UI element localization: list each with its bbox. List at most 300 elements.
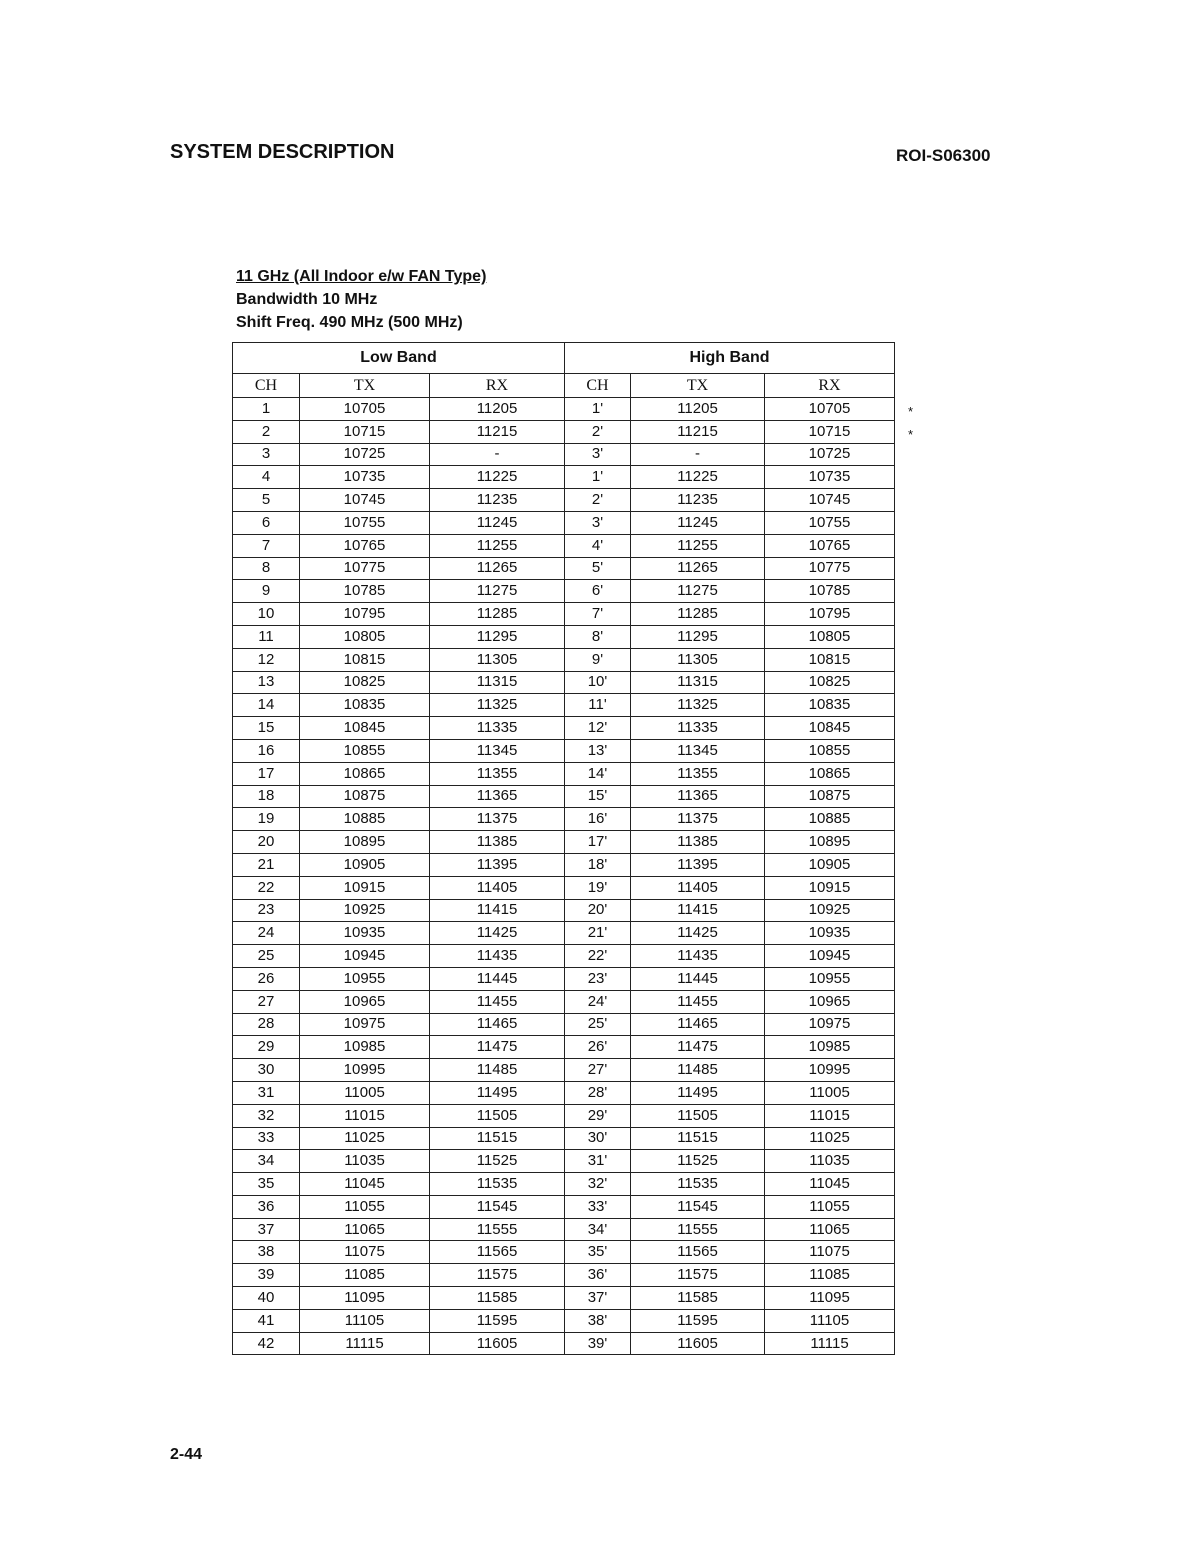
table-cell: 30 [233,1059,300,1082]
table-row [233,945,895,968]
table-cell: 11405 [631,876,765,899]
table-cell: 10985 [300,1036,430,1059]
table-cell: 24' [565,990,631,1013]
table-cell: 20' [565,899,631,922]
table-cell: 12 [233,648,300,671]
table-cell: 2' [565,489,631,512]
table-cell: 11435 [430,945,565,968]
table-cell: 11525 [430,1150,565,1173]
table-cell: 27 [233,990,300,1013]
table-cell: 11235 [631,489,765,512]
table-title: 11 GHz (All Indoor e/w FAN Type) [236,268,487,285]
table-row [233,420,895,443]
table-cell: 23 [233,899,300,922]
table-cell: 20 [233,831,300,854]
table-row [233,762,895,785]
table-cell: 10775 [300,557,430,580]
table-row [233,557,895,580]
table-cell: 4' [565,534,631,557]
shift-frequency-label: Shift Freq. 490 MHz (500 MHz) [236,314,463,331]
table-cell: 11245 [631,511,765,534]
table-cell: 10895 [765,831,895,854]
table-cell: 11365 [430,785,565,808]
table-cell: 11045 [765,1173,895,1196]
table-cell: 1 [233,398,300,421]
table-cell: 10705 [300,398,430,421]
table-cell: 10715 [300,420,430,443]
table-cell: 11055 [300,1195,430,1218]
table-cell: 8' [565,625,631,648]
table-cell: 33 [233,1127,300,1150]
table-row [233,1287,895,1310]
table-cell: 11465 [430,1013,565,1036]
table-row [233,1264,895,1287]
table-row [233,1081,895,1104]
table-cell: 40 [233,1287,300,1310]
table-cell: 10865 [765,762,895,785]
table-cell: 11605 [430,1332,565,1355]
table-cell: 11545 [430,1195,565,1218]
table-cell: 14 [233,694,300,717]
low-band-header: Low Band [233,343,565,374]
table-cell: 10955 [300,967,430,990]
table-cell: 38 [233,1241,300,1264]
table-cell: 11095 [765,1287,895,1310]
table-cell: 10995 [300,1059,430,1082]
table-cell: 11445 [430,967,565,990]
table-cell: 21 [233,853,300,876]
table-cell: 8 [233,557,300,580]
table-cell: 37 [233,1218,300,1241]
table-cell: 11085 [300,1264,430,1287]
table-cell: 11335 [430,717,565,740]
table-cell: 11515 [631,1127,765,1150]
table-cell: 10725 [300,443,430,466]
table-cell: 10715 [765,420,895,443]
table-row [233,443,895,466]
table-cell: 11085 [765,1264,895,1287]
table-cell: 31' [565,1150,631,1173]
table-body [233,398,895,1355]
column-header: RX [430,374,565,398]
table-cell: 11065 [300,1218,430,1241]
table-row [233,739,895,762]
table-row [233,785,895,808]
table-cell: 11055 [765,1195,895,1218]
table-cell: 1' [565,466,631,489]
table-row [233,853,895,876]
table-cell: 10775 [765,557,895,580]
table-cell: 41 [233,1309,300,1332]
table-cell: 1' [565,398,631,421]
table-cell: 11015 [300,1104,430,1127]
table-row [233,625,895,648]
table-cell: 11565 [631,1241,765,1264]
table-cell: 11345 [430,739,565,762]
table-cell: 10765 [765,534,895,557]
column-header: CH [565,374,631,398]
table-cell: 35 [233,1173,300,1196]
table-row [233,1332,895,1355]
table-cell: 37' [565,1287,631,1310]
table-cell: 10915 [300,876,430,899]
table-cell: 11325 [631,694,765,717]
table-cell: 11 [233,625,300,648]
table-cell: 10805 [765,625,895,648]
table-cell: 9 [233,580,300,603]
table-cell: 34 [233,1150,300,1173]
table-cell: 28' [565,1081,631,1104]
table-cell: 36 [233,1195,300,1218]
table-cell: 11565 [430,1241,565,1264]
column-header: CH [233,374,300,398]
table-cell: 9' [565,648,631,671]
table-cell: 42 [233,1332,300,1355]
table-cell: 10885 [765,808,895,831]
table-cell: 13 [233,671,300,694]
table-cell: 11045 [300,1173,430,1196]
table-cell: 4 [233,466,300,489]
table-cell: 11025 [765,1127,895,1150]
table-cell: 21' [565,922,631,945]
table-row [233,398,895,421]
table-cell: 11305 [430,648,565,671]
table-row [233,1309,895,1332]
table-cell: 11105 [300,1309,430,1332]
table-cell: 10945 [765,945,895,968]
table-cell: 11595 [631,1309,765,1332]
table-cell: 10995 [765,1059,895,1082]
table-row [233,511,895,534]
table-cell: 6' [565,580,631,603]
table-row [233,671,895,694]
table-cell: 10895 [300,831,430,854]
table-cell: 10815 [300,648,430,671]
table-cell: 11335 [631,717,765,740]
table-cell: 10825 [300,671,430,694]
table-cell: 10905 [300,853,430,876]
table-cell: 10795 [765,603,895,626]
table-cell: 15' [565,785,631,808]
table-cell: 36' [565,1264,631,1287]
table-cell: 11415 [430,899,565,922]
table-cell: 10755 [300,511,430,534]
table-cell: 11005 [765,1081,895,1104]
table-cell: 11485 [430,1059,565,1082]
table-cell: 11205 [430,398,565,421]
table-cell: 10875 [765,785,895,808]
table-cell: 26' [565,1036,631,1059]
table-cell: 11255 [430,534,565,557]
table-cell: 11285 [631,603,765,626]
table-cell: 11005 [300,1081,430,1104]
table-cell: 39 [233,1264,300,1287]
table-cell: 5' [565,557,631,580]
table-cell: 7 [233,534,300,557]
table-cell: 32' [565,1173,631,1196]
table-cell: 10975 [765,1013,895,1036]
table-cell: 11585 [631,1287,765,1310]
table-cell: 10725 [765,443,895,466]
table-cell: 10815 [765,648,895,671]
table-cell: 11305 [631,648,765,671]
table-cell: 11495 [631,1081,765,1104]
table-cell: 11355 [430,762,565,785]
table-cell: 11' [565,694,631,717]
table-cell: 10765 [300,534,430,557]
table-cell: 11455 [430,990,565,1013]
table-cell: 32 [233,1104,300,1127]
table-cell: 12' [565,717,631,740]
table-cell: 16 [233,739,300,762]
table-cell: 10835 [765,694,895,717]
table-cell: 10855 [300,739,430,762]
side-marks [908,401,913,446]
table-cell: 10875 [300,785,430,808]
table-cell: 23' [565,967,631,990]
table-cell: 10925 [300,899,430,922]
asterisk-mark: * [908,404,914,419]
table-cell: 3' [565,511,631,534]
table-cell: 11295 [631,625,765,648]
table-row [233,1013,895,1036]
table-cell: 10785 [765,580,895,603]
table-cell: 11285 [430,603,565,626]
table-cell: 11245 [430,511,565,534]
table-cell: 5 [233,489,300,512]
table-cell: 10735 [300,466,430,489]
column-header: TX [300,374,430,398]
table-row [233,1241,895,1264]
table-row [233,648,895,671]
table-cell: 11225 [631,466,765,489]
table-cell: 11275 [631,580,765,603]
table-cell: 11365 [631,785,765,808]
table-cell: 10 [233,603,300,626]
table-cell: 22' [565,945,631,968]
table-cell: 11535 [631,1173,765,1196]
table-cell: 11445 [631,967,765,990]
table-cell: 11025 [300,1127,430,1150]
table-cell: 7' [565,603,631,626]
table-cell: 10795 [300,603,430,626]
table-row [233,922,895,945]
table-cell: 11405 [430,876,565,899]
table-cell: 11265 [430,557,565,580]
table-row [233,489,895,512]
table-cell: 34' [565,1218,631,1241]
table-row [233,808,895,831]
table-cell: 10855 [765,739,895,762]
table-cell: 11555 [430,1218,565,1241]
table-cell: 11605 [631,1332,765,1355]
table-cell: 11375 [631,808,765,831]
table-cell: - [430,443,565,466]
table-cell: 11115 [765,1332,895,1355]
table-cell: 11575 [631,1264,765,1287]
table-cell: 11505 [430,1104,565,1127]
table-cell: 17 [233,762,300,785]
table-row [233,1195,895,1218]
table-cell: 10965 [765,990,895,1013]
table-cell: 10825 [765,671,895,694]
table-cell: 11315 [631,671,765,694]
table-cell: 10705 [765,398,895,421]
table-cell: 11425 [430,922,565,945]
table-cell: 11515 [430,1127,565,1150]
table-cell: 30' [565,1127,631,1150]
table-cell: 11275 [430,580,565,603]
table-cell: 19' [565,876,631,899]
table-cell: 29' [565,1104,631,1127]
table-cell: 11035 [765,1150,895,1173]
page-number: 2-44 [170,1446,203,1463]
table-cell: 11425 [631,922,765,945]
column-header-row [233,374,895,398]
table-cell: 15 [233,717,300,740]
table-cell: 11415 [631,899,765,922]
table-row [233,876,895,899]
table-cell: 11115 [300,1332,430,1355]
document-id: ROI-S06300 [896,146,991,165]
table-cell: 28 [233,1013,300,1036]
table-row [233,466,895,489]
table-row [233,899,895,922]
table-cell: 38' [565,1309,631,1332]
table-cell: 11065 [765,1218,895,1241]
table-cell: 11545 [631,1195,765,1218]
table-cell: 13' [565,739,631,762]
table-cell: 11075 [765,1241,895,1264]
table-cell: 11235 [430,489,565,512]
table-cell: 11035 [300,1150,430,1173]
table-cell: 16' [565,808,631,831]
table-cell: 10945 [300,945,430,968]
table-cell: 11225 [430,466,565,489]
table-cell: 11015 [765,1104,895,1127]
table-cell: 33' [565,1195,631,1218]
table-cell: 11575 [430,1264,565,1287]
table-cell: 11555 [631,1218,765,1241]
table-cell: 11395 [430,853,565,876]
table-cell: 19 [233,808,300,831]
table-cell: 11435 [631,945,765,968]
table-cell: 11355 [631,762,765,785]
table-cell: 27' [565,1059,631,1082]
table-cell: 11095 [300,1287,430,1310]
table-row [233,831,895,854]
table-cell: 10865 [300,762,430,785]
table-cell: 18' [565,853,631,876]
table-cell: 10' [565,671,631,694]
asterisk-mark: * [908,426,914,442]
table-cell: 11535 [430,1173,565,1196]
table-cell: 10885 [300,808,430,831]
table-row [233,1104,895,1127]
table-cell: 11585 [430,1287,565,1310]
table-cell: 10935 [300,922,430,945]
table-cell: 29 [233,1036,300,1059]
table-cell: 10905 [765,853,895,876]
table-cell: 11475 [430,1036,565,1059]
table-cell: 10965 [300,990,430,1013]
table-cell: 3' [565,443,631,466]
table-cell: 11255 [631,534,765,557]
table-cell: 10985 [765,1036,895,1059]
table-cell: 39' [565,1332,631,1355]
table-cell: 11465 [631,1013,765,1036]
table-cell: 11295 [430,625,565,648]
table-row [233,967,895,990]
table-cell: 11375 [430,808,565,831]
table-cell: 11455 [631,990,765,1013]
column-header: RX [765,374,895,398]
table-cell: 11395 [631,853,765,876]
table-cell: 11105 [765,1309,895,1332]
table-cell: 3 [233,443,300,466]
table-cell: 11325 [430,694,565,717]
table-cell: 25' [565,1013,631,1036]
frequency-table [232,342,895,1355]
table-cell: 11385 [430,831,565,854]
table-row [233,990,895,1013]
table-row [233,1127,895,1150]
table-cell: 10935 [765,922,895,945]
table-cell: 11475 [631,1036,765,1059]
table-cell: 11215 [430,420,565,443]
section-title: SYSTEM DESCRIPTION [170,141,395,163]
bandwidth-label: Bandwidth 10 MHz [236,291,378,308]
table-cell: 11265 [631,557,765,580]
table-row [233,534,895,557]
table-cell: 24 [233,922,300,945]
table-cell: 31 [233,1081,300,1104]
table-row [233,1150,895,1173]
table-row [233,1036,895,1059]
column-header: TX [631,374,765,398]
table-cell: 2' [565,420,631,443]
table-cell: 14' [565,762,631,785]
table-cell: 11345 [631,739,765,762]
table-cell: 10735 [765,466,895,489]
table-cell: 10805 [300,625,430,648]
table-cell: 10745 [300,489,430,512]
table-cell: 11525 [631,1150,765,1173]
table-row [233,603,895,626]
high-band-header: High Band [565,343,895,374]
table-cell: 11485 [631,1059,765,1082]
table-cell: 10835 [300,694,430,717]
table-cell: 2 [233,420,300,443]
table-cell: 10785 [300,580,430,603]
table-row [233,1218,895,1241]
table-cell: 10845 [765,717,895,740]
table-cell: 18 [233,785,300,808]
table-row [233,694,895,717]
table-cell: 11385 [631,831,765,854]
table-cell: 10915 [765,876,895,899]
table-cell: 6 [233,511,300,534]
table-cell: 35' [565,1241,631,1264]
table-row [233,1059,895,1082]
table-cell: 11505 [631,1104,765,1127]
table-row [233,580,895,603]
table-cell: 11595 [430,1309,565,1332]
table-cell: 10925 [765,899,895,922]
table-cell: 17' [565,831,631,854]
table-cell: 11315 [430,671,565,694]
table-cell: 11075 [300,1241,430,1264]
